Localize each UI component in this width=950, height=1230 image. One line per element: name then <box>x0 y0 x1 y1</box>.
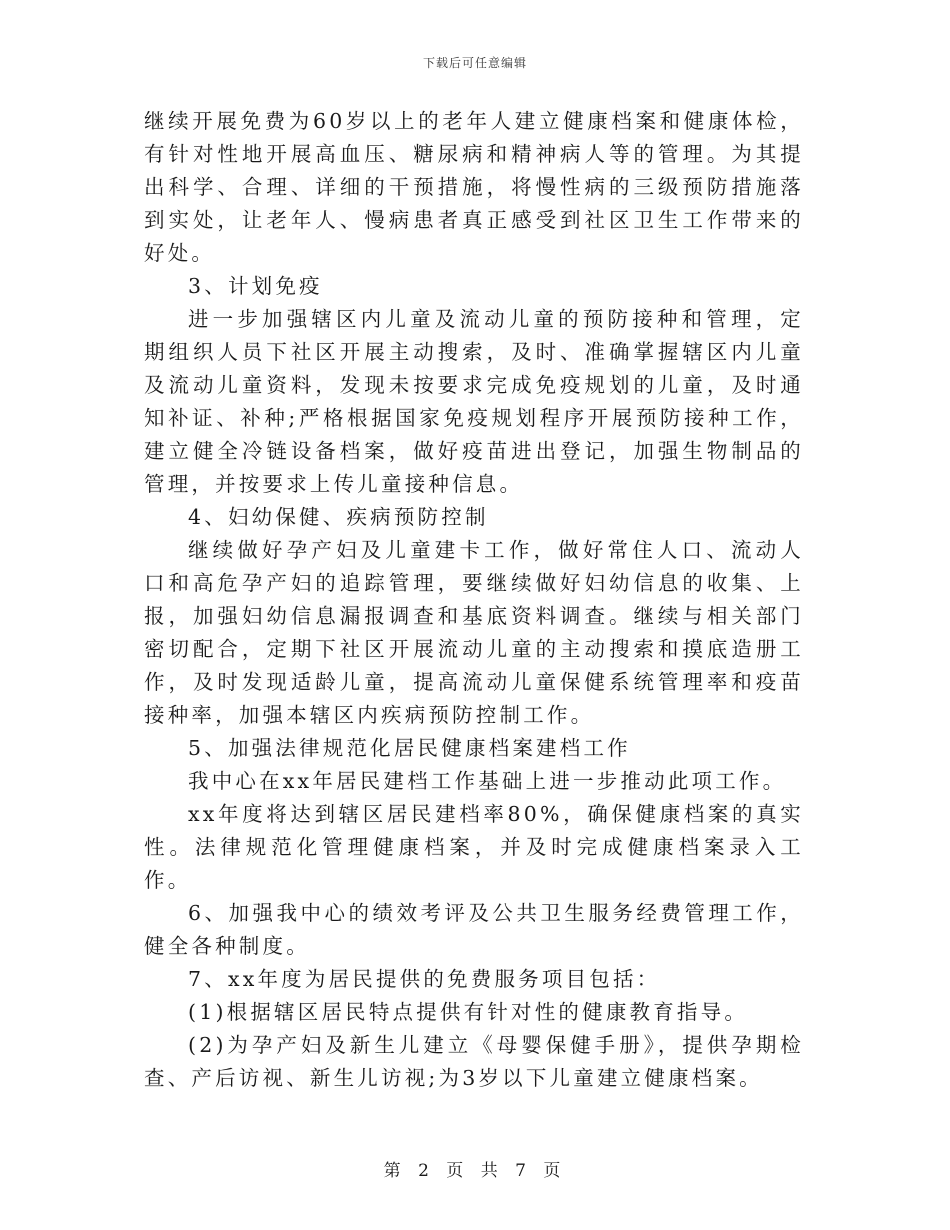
heading-maternal-child-health: 4、妇幼保健、疾病预防控制 <box>188 505 489 529</box>
page-footer: 第 2 页 共 7 页 <box>383 1161 567 1181</box>
paragraph-health-records-1: 我中心在xx年居民建档工作基础上进一步推动此项工作。 <box>188 769 787 793</box>
list-item-maternal-infant: (2)为孕产妇及新生儿建立《母婴保健手册》，提供孕期检查、产后访视、新生儿访视;为3岁以下儿童建立健康档案。 <box>144 1033 804 1090</box>
heading-free-services: 7、xx年度为居民提供的免费服务项目包括： <box>188 967 661 991</box>
paragraph-performance-evaluation: 6、加强我中心的绩效考评及公共卫生服务经费管理工作，健全各种制度。 <box>144 901 804 958</box>
paragraph-health-records-2: xx年度将达到辖区居民建档率80%，确保健康档案的真实性。法律规范化管理健康档案，并及时完成健康档案录入工作。 <box>144 802 804 892</box>
heading-health-records: 5、加强法律规范化居民健康档案建档工作 <box>188 736 631 760</box>
heading-immunization: 3、计划免疫 <box>188 274 323 298</box>
document-body <box>144 105 804 1095</box>
paragraph-elderly-health: 继续开展免费为60岁以上的老年人建立健康档案和健康体检，有针对性地开展高血压、糖尿病和精神病人等的管理。为其提出科学、合理、详细的干预措施，将慢性病的三级预防措施落到实处，让老年人、慢病患者真正感受到社区卫生工作带来的好处。 <box>144 109 804 265</box>
paragraph-maternal-child-health: 继续做好孕产妇及儿童建卡工作，做好常住人口、流动人口和高危孕产妇的追踪管理，要继续做好妇幼信息的收集、上报，加强妇幼信息漏报调查和基底资料调查。继续与相关部门密切配合，定期下社区开展流动儿童的主动搜索和摸底造册工作，及时发现适龄儿童，提高流动儿童保健系统管理率和疫苗接种率，加强本辖区内疾病预防控制工作。 <box>144 538 804 727</box>
paragraph-immunization: 进一步加强辖区内儿童及流动儿童的预防接种和管理，定期组织人员下社区开展主动搜索，及时、准确掌握辖区内儿童及流动儿童资料，发现未按要求完成免疫规划的儿童，及时通知补证、补种;严格根据国家免疫规划程序开展预防接种工作，建立健全冷链设备档案，做好疫苗进出登记，加强生物制品的管理，并按要求上传儿童接种信息。 <box>144 307 804 496</box>
list-item-health-education: (1)根据辖区居民特点提供有针对性的健康教育指导。 <box>188 1000 749 1024</box>
page-header: 下载后可任意编辑 <box>422 56 527 70</box>
